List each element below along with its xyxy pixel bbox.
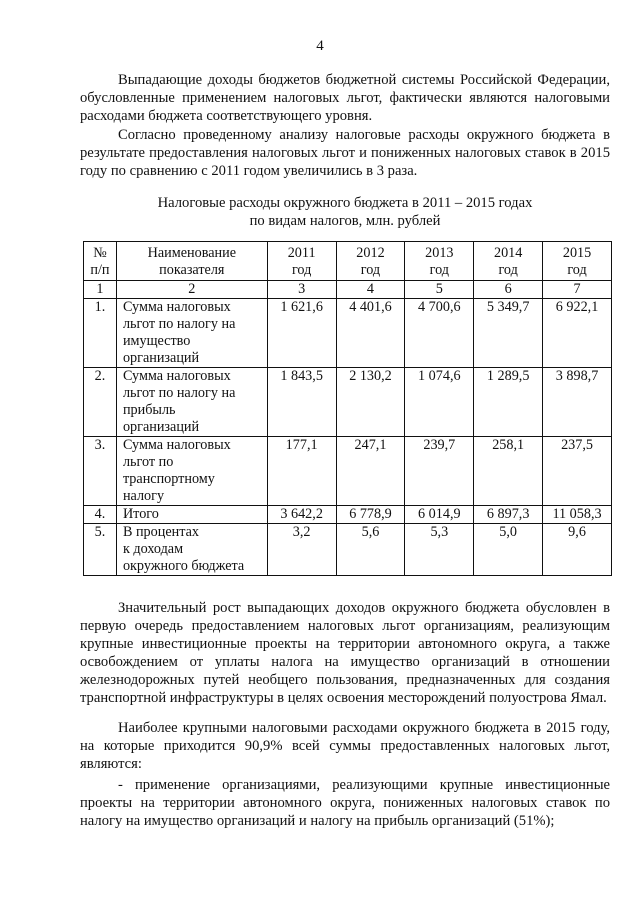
cell-value: 3,2 [267,524,336,576]
paragraph-bullet-reduced-rates: - применение организациями, реализующими крупные инвестиционные проекты на территории автономного округа, пониженных налоговых ставок по налогу на имущество организаций и налогу на прибыль организаций (51%); [80,777,610,829]
column-number-row [84,281,612,299]
header-number [84,242,117,281]
header-year-value: 2011 [287,245,316,261]
cell-value: 6 778,9 [336,506,405,524]
row-name-line: организаций [122,350,200,366]
row-index: 4. [84,506,117,524]
row-name-line: организаций [122,419,200,435]
table-row [84,524,612,576]
header-year-2014 [474,242,543,281]
paragraph-growth-reason: Значительный рост выпадающих доходов окружного бюджета обусловлен в первую очередь предоставлением налоговых льгот организациям, реализующим крупные инвестиционные проекты на территории автономного округа, а также освобождением от уплаты налога на имущество организаций в отношении железнодорожных путей необщего пользования, предназначенных для создания транспортной инфраструктуры в целях освоения месторождений полуострова Ямал. [80,600,610,706]
row-name-line: льгот по налогу на [122,385,236,401]
row-name [116,368,267,437]
row-name [116,299,267,368]
row-name-line: Сумма налоговых [122,437,231,453]
cell-value: 247,1 [336,437,405,506]
cell-value: 177,1 [267,437,336,506]
table-title-line-1: Налоговые расходы окружного бюджета в 2011 – 2015 годах [157,195,533,211]
row-index: 1. [84,299,117,368]
cell-value: 5,0 [474,524,543,576]
header-year-value: 2012 [356,245,385,261]
cell-value: 5,3 [405,524,474,576]
paragraph-analysis: Согласно проведенному анализу налоговые расходы окружного бюджета в результате предоставления налоговых льгот и пониженных налоговых ставок в 2015 году по сравнению с 2011 годом увеличились в 3 раза. [80,127,610,179]
cell-value: 3 898,7 [543,368,612,437]
header-year-2012 [336,242,405,281]
header-year-2015 [543,242,612,281]
cell-value: 6 922,1 [543,299,612,368]
cell-value: 1 843,5 [267,368,336,437]
header-name-line-1: Наименование [147,245,237,261]
column-number: 1 [84,281,117,299]
row-name [116,524,267,576]
row-name-line: Сумма налоговых [122,368,231,384]
header-name-line-2: показателя [159,262,225,278]
table-title [80,194,610,230]
row-name-line: транспортному [122,471,215,487]
row-name-line: В процентах [122,524,199,540]
cell-value: 1 074,6 [405,368,474,437]
header-year-2011 [267,242,336,281]
page-number: 4 [316,38,324,54]
header-year-unit: год [291,262,312,278]
paragraph-intro: Выпадающие доходы бюджетов бюджетной системы Российской Федерации, обусловленные применением налоговых льгот, фактически являются налоговыми расходами бюджета соответствующего уровня. [80,72,610,124]
row-index: 2. [84,368,117,437]
table-title-line-2: по видам налогов, млн. рублей [249,213,441,229]
cell-value: 9,6 [543,524,612,576]
tax-expenditures-table [83,241,612,576]
header-number-line-1: № [93,245,107,261]
row-index: 5. [84,524,117,576]
cell-value: 258,1 [474,437,543,506]
header-year-unit: год [429,262,449,278]
paragraph-largest-expenditures: Наиболее крупными налоговыми расходами окружного бюджета в 2015 году, на которые приходится 90,9% всей суммы предоставленных налоговых льгот, являются: [80,720,610,772]
header-year-value: 2013 [425,245,454,261]
row-name-line: Сумма налоговых [122,299,231,315]
table-header-row [84,242,612,281]
header-name [116,242,267,281]
row-name-line: Итого [122,506,159,522]
cell-value: 2 130,2 [336,368,405,437]
cell-value: 5,6 [336,524,405,576]
header-year-value: 2014 [493,245,523,261]
cell-value: 5 349,7 [474,299,543,368]
cell-value: 4 401,6 [336,299,405,368]
table-row [84,299,612,368]
row-name-line: к доходам [122,541,184,557]
row-name [116,437,267,506]
table-row [84,368,612,437]
header-year-unit: год [498,262,518,278]
column-number: 7 [543,281,612,299]
table-row [84,437,612,506]
table-row-total [84,506,612,524]
row-index: 3. [84,437,117,506]
header-year-2013 [405,242,474,281]
cell-value: 237,5 [543,437,612,506]
column-number: 3 [267,281,336,299]
header-year-unit: год [360,262,381,278]
cell-value: 3 642,2 [267,506,336,524]
header-year-value: 2015 [562,245,592,261]
row-name-line: льгот по налогу на [122,316,236,332]
cell-value: 6 014,9 [405,506,474,524]
cell-value: 6 897,3 [474,506,543,524]
row-name-line: окружного бюджета [122,558,245,574]
column-number: 6 [474,281,543,299]
column-number: 2 [116,281,267,299]
header-number-line-2: п/п [90,262,110,278]
row-name [116,506,267,524]
cell-value: 1 289,5 [474,368,543,437]
cell-value: 1 621,6 [267,299,336,368]
column-number: 4 [336,281,405,299]
cell-value: 4 700,6 [405,299,474,368]
row-name-line: имущество [122,333,191,349]
row-name-line: льгот по [122,454,174,470]
cell-value: 239,7 [405,437,474,506]
column-number: 5 [405,281,474,299]
row-name-line: прибыль [122,402,176,418]
header-year-unit: год [567,262,587,278]
cell-value: 11 058,3 [543,506,612,524]
row-name-line: налогу [122,488,165,504]
